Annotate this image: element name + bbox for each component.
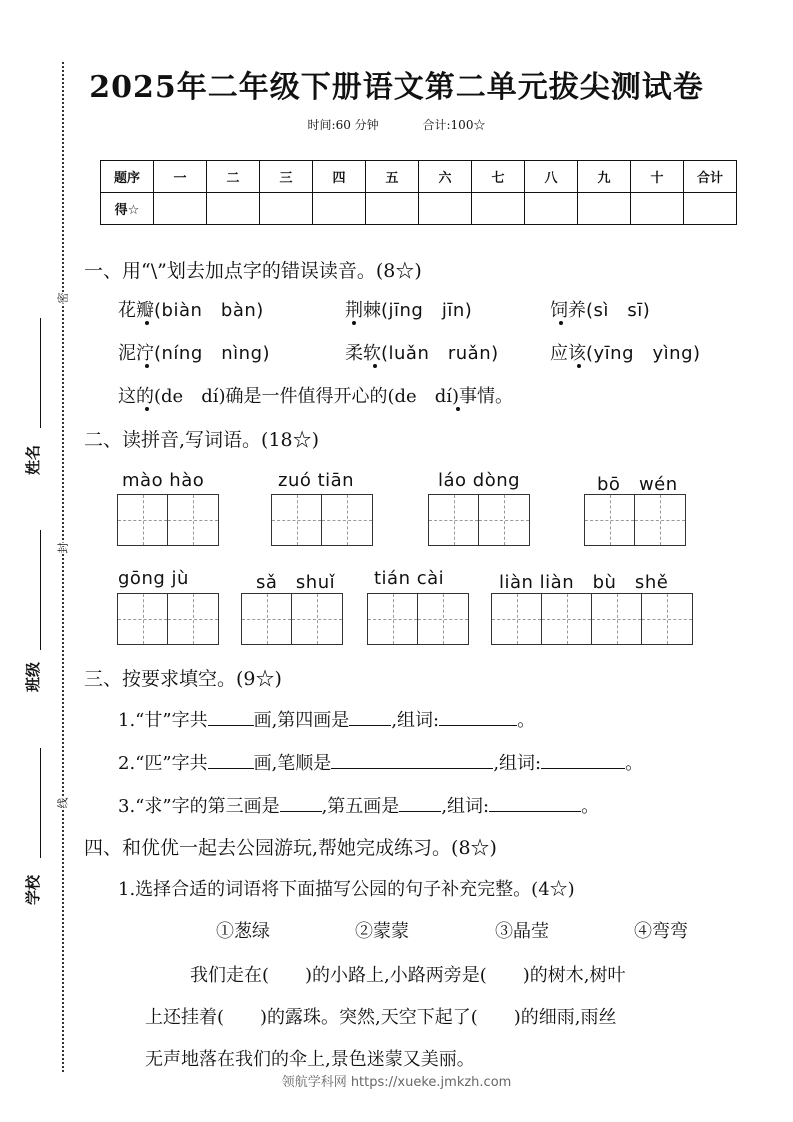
- q3-text: 。: [581, 796, 600, 817]
- footer-watermark: 领航学科网 https://xueke.jmkzh.com: [281, 1075, 512, 1090]
- school-line: [40, 748, 41, 858]
- emphasis-dot: [145, 364, 149, 368]
- time-info: 时间:60 分钟: [307, 118, 379, 132]
- answer-blank[interactable]: [208, 752, 254, 769]
- writing-grid[interactable]: [241, 593, 343, 645]
- q3-text: ,组词:: [441, 796, 490, 817]
- q3-text: 3.“求”字的第三画是: [118, 796, 280, 817]
- option-4: ④弯弯: [634, 921, 688, 942]
- q4-sub1: 1.选择合适的词语将下面描写公园的句子补充完整。(4☆): [118, 879, 575, 900]
- q2-pinyin: bō wén: [597, 474, 678, 495]
- score-cell[interactable]: [366, 193, 419, 225]
- answer-blank[interactable]: [489, 795, 581, 812]
- score-header-cell: 三: [260, 161, 313, 193]
- q1-reading: (sì sī): [586, 300, 651, 321]
- answer-blank[interactable]: [208, 709, 254, 726]
- emphasis-dot: [145, 321, 149, 325]
- q3-text: ,组词:: [493, 753, 542, 774]
- score-cell[interactable]: [631, 193, 684, 225]
- q3-text: 画,第四画是: [253, 710, 350, 731]
- score-row-label: 得☆: [101, 193, 154, 225]
- score-header-row: [101, 161, 737, 193]
- q2-pinyin: sǎ shuǐ: [256, 572, 336, 593]
- q3-text: 。: [517, 710, 536, 731]
- answer-blank[interactable]: [331, 752, 493, 769]
- score-header-cell: 十: [631, 161, 684, 193]
- page-title: 2025年二年级下册语文第二单元拔尖测试卷: [89, 70, 704, 105]
- score-header-cell: 五: [366, 161, 419, 193]
- score-table: [100, 160, 737, 225]
- q1-reading: (luǎn ruǎn): [381, 343, 499, 364]
- q1-sentence: 这的(de dí)确是一件值得开心的(de dí)事情。: [118, 386, 513, 407]
- answer-blank[interactable]: [439, 709, 517, 726]
- option-3: ③晶莹: [495, 921, 549, 942]
- q3-text: ,第五画是: [321, 796, 400, 817]
- score-cell[interactable]: [472, 193, 525, 225]
- q4-paragraph-line-3: 无声地落在我们的伞上,景色迷蒙又美丽。: [145, 1049, 475, 1070]
- score-header-cell: 六: [419, 161, 472, 193]
- q2-title: 二、读拼音,写词语。(18☆): [84, 429, 320, 451]
- exam-meta: [0, 116, 793, 133]
- q1-item: [345, 339, 499, 365]
- class-label: 班级: [24, 661, 42, 692]
- q3-text: 2.“匹”字共: [118, 753, 208, 774]
- name-line: [40, 318, 41, 428]
- answer-blank[interactable]: [541, 752, 625, 769]
- school-label: 学校: [24, 874, 42, 905]
- writing-grid[interactable]: [117, 494, 219, 546]
- q3-line-3: [118, 792, 599, 818]
- q3-text: 画,笔顺是: [253, 753, 332, 774]
- q3-text: ,组词:: [391, 710, 440, 731]
- q3-text: 。: [625, 753, 644, 774]
- q2-pinyin: tián cài: [374, 568, 445, 589]
- writing-grid[interactable]: [117, 593, 219, 645]
- score-value-row: [101, 193, 737, 225]
- score-cell[interactable]: [578, 193, 631, 225]
- score-cell[interactable]: [313, 193, 366, 225]
- writing-grid[interactable]: [428, 494, 530, 546]
- q1-word: 饲养: [550, 300, 586, 321]
- emphasis-dot: [559, 321, 563, 325]
- answer-blank[interactable]: [280, 795, 322, 812]
- q3-text: 1.“甘”字共: [118, 710, 208, 731]
- q1-item: [118, 296, 264, 322]
- q2-pinyin: gōng jù: [118, 568, 189, 589]
- q3-line-1: [118, 706, 535, 732]
- score-cell[interactable]: [684, 193, 737, 225]
- q1-word: 花瓣: [118, 300, 154, 321]
- q1-reading: (yīng yìng): [586, 343, 701, 364]
- score-header-cell: 合计: [684, 161, 737, 193]
- answer-blank[interactable]: [349, 709, 391, 726]
- score-cell[interactable]: [525, 193, 578, 225]
- score-cell[interactable]: [419, 193, 472, 225]
- score-header-cell: 二: [207, 161, 260, 193]
- q2-pinyin: mào hào: [122, 470, 205, 491]
- seal-feng: 封: [56, 542, 70, 554]
- emphasis-dot: [352, 321, 356, 325]
- seal-mi: 密: [56, 292, 70, 304]
- score-header-cell: 八: [525, 161, 578, 193]
- total-info: 合计:100☆: [422, 118, 486, 132]
- q1-reading: (níng nìng): [154, 343, 271, 364]
- name-label: 姓名: [24, 444, 42, 475]
- writing-grid[interactable]: [367, 593, 469, 645]
- score-cell[interactable]: [154, 193, 207, 225]
- q1-reading: (jīng jīn): [381, 300, 473, 321]
- q1-word: 柔软: [345, 343, 381, 364]
- emphasis-dot: [456, 407, 460, 411]
- score-cell[interactable]: [260, 193, 313, 225]
- q1-reading: (biàn bàn): [154, 300, 264, 321]
- q1-title: 一、用“\”划去加点字的错误读音。(8☆): [84, 260, 422, 282]
- emphasis-dot: [145, 407, 149, 411]
- score-header-cell: 四: [313, 161, 366, 193]
- q1-word: 泥泞: [118, 343, 154, 364]
- binding-dotted-line: [62, 62, 64, 1072]
- q1-item: [345, 296, 472, 322]
- writing-grid[interactable]: [491, 593, 693, 645]
- q2-pinyin: liàn liàn bù shě: [499, 572, 669, 593]
- q4-title: 四、和优优一起去公园游玩,帮她完成练习。(8☆): [84, 837, 497, 859]
- score-header-cell: 九: [578, 161, 631, 193]
- q3-title: 三、按要求填空。(9☆): [84, 668, 282, 690]
- seal-xian: 线: [56, 797, 70, 809]
- q1-item: [118, 339, 270, 365]
- writing-grid[interactable]: [271, 494, 373, 546]
- q4-paragraph-line-2: 上还挂着( )的露珠。突然,天空下起了( )的细雨,雨丝: [145, 1007, 617, 1028]
- emphasis-dot: [577, 364, 581, 368]
- option-1: ①葱绿: [216, 921, 270, 942]
- writing-grid[interactable]: [584, 494, 686, 546]
- q1-word: 荆棘: [345, 300, 381, 321]
- q4-paragraph-line-1: 我们走在( )的小路上,小路两旁是( )的树木,树叶: [190, 965, 626, 986]
- q1-item: [550, 296, 650, 322]
- q1-item: [550, 339, 701, 365]
- q1-word: 应该: [550, 343, 586, 364]
- emphasis-dot: [373, 364, 377, 368]
- q2-pinyin: zuó tiān: [278, 470, 355, 491]
- class-line: [40, 530, 41, 650]
- score-cell[interactable]: [207, 193, 260, 225]
- score-header-cell: 题序: [101, 161, 154, 193]
- q3-line-2: [118, 749, 643, 775]
- q2-pinyin: láo dòng: [438, 470, 521, 491]
- score-header-cell: 一: [154, 161, 207, 193]
- score-header-cell: 七: [472, 161, 525, 193]
- option-2: ②蒙蒙: [355, 921, 409, 942]
- answer-blank[interactable]: [399, 795, 441, 812]
